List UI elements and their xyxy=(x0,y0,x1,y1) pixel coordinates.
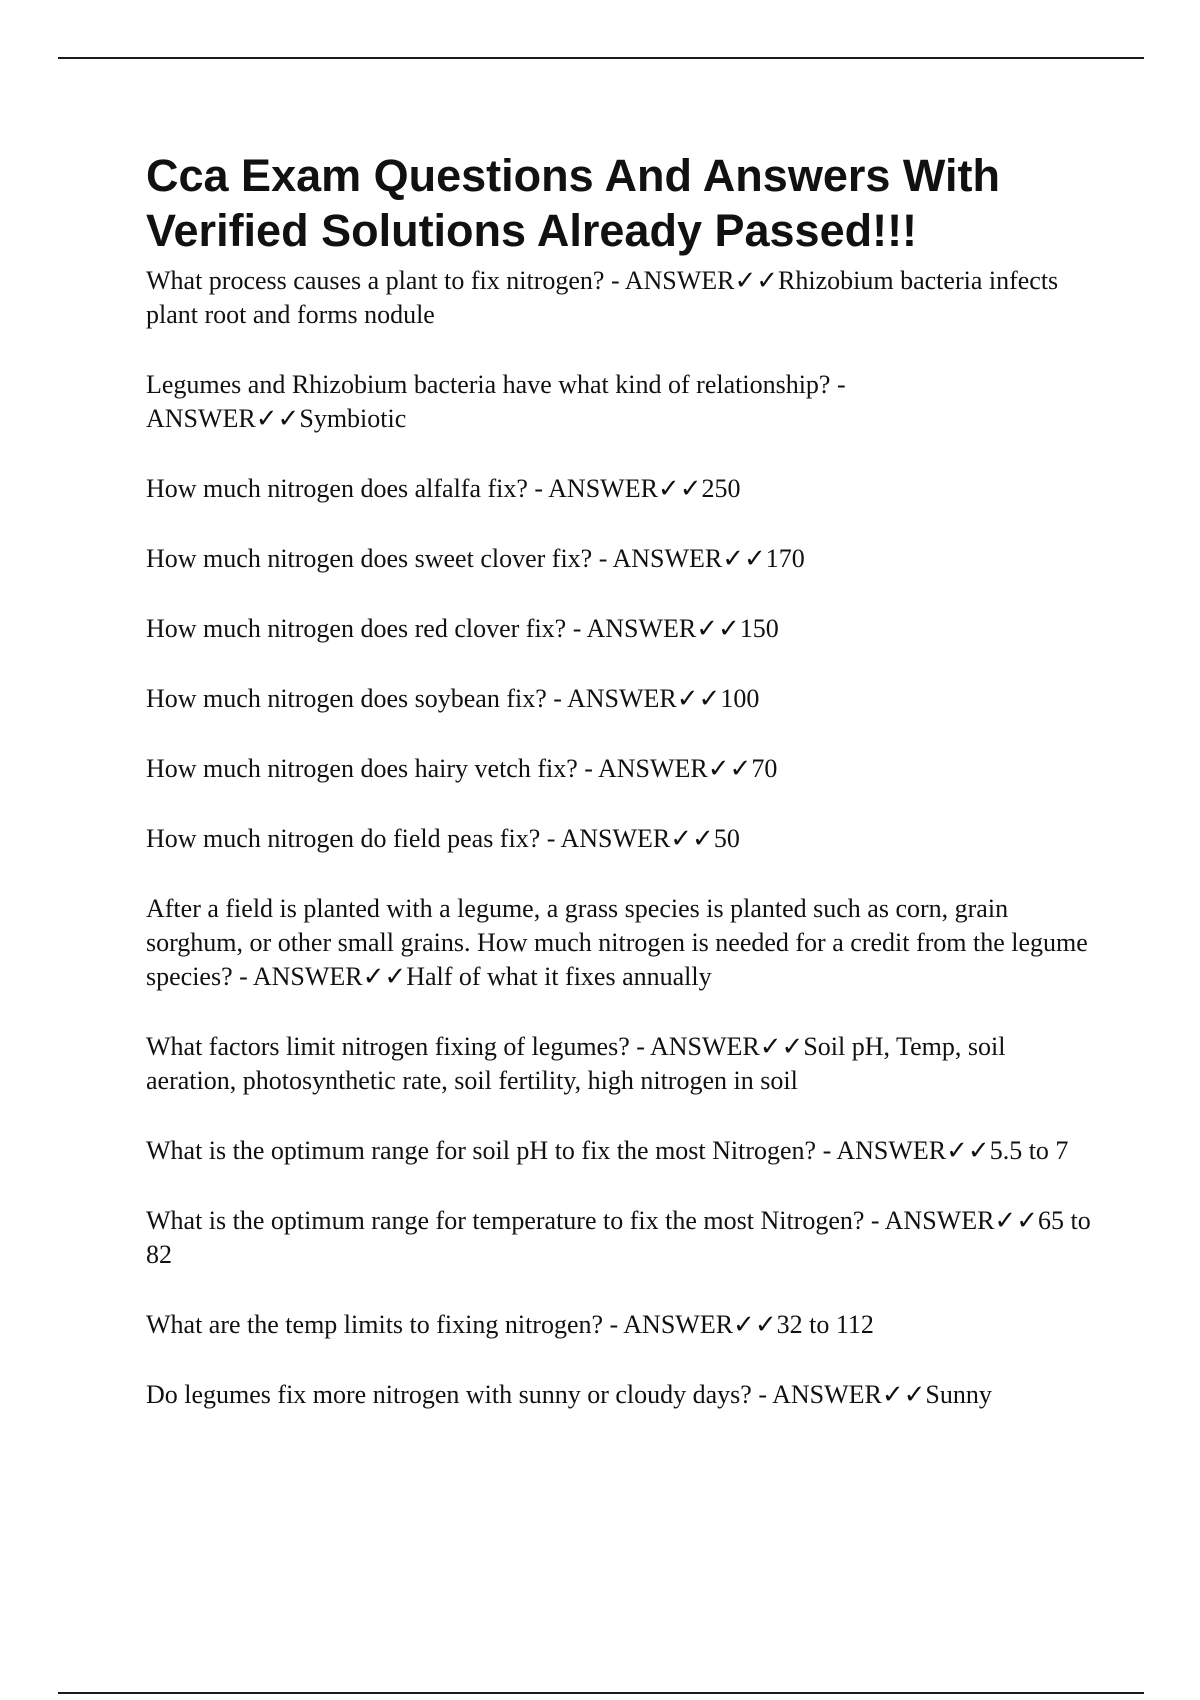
answer-marker: ANSWER✓✓ xyxy=(623,1310,777,1339)
qa-item xyxy=(146,892,1096,994)
answer-text: Half of what it fixes annually xyxy=(406,962,712,991)
qa-list xyxy=(146,264,1096,1412)
answer-marker: ANSWER✓✓ xyxy=(566,684,721,713)
qa-item xyxy=(146,682,1096,716)
answer-text: Symbiotic xyxy=(299,404,407,433)
answer-marker: ANSWER✓✓ xyxy=(649,1032,804,1061)
answer-marker: ANSWER✓✓ xyxy=(146,404,300,433)
question-text: How much nitrogen does alfalfa fix? - xyxy=(146,474,549,503)
answer-text: 70 xyxy=(751,754,778,783)
qa-item xyxy=(146,1308,1096,1342)
qa-item xyxy=(146,368,1096,436)
qa-item xyxy=(146,1030,1096,1098)
answer-text: 250 xyxy=(701,474,741,503)
answer-marker: ANSWER✓✓ xyxy=(612,544,766,573)
answer-text: Rhizobium bacteria infects plant root and forms nodule xyxy=(146,266,1059,329)
answer-text: 32 to 112 xyxy=(776,1310,874,1339)
answer-text: 50 xyxy=(713,824,740,853)
qa-item xyxy=(146,264,1096,332)
question-text: What is the optimum range for temperature to fix the most Nitrogen? - xyxy=(146,1206,885,1235)
answer-text: Soil pH, Temp, soil aeration, photosynthetic rate, soil fertility, high nitrogen in soil xyxy=(146,1032,1006,1095)
question-text: After a field is planted with a legume, a grass species is planted such as corn, grain sorghum, or other small grains. How much nitrogen is needed for a credit from the legume species? - xyxy=(146,894,1088,991)
document-page xyxy=(146,148,1096,1448)
answer-marker: ANSWER✓✓ xyxy=(624,266,779,295)
question-text: What process causes a plant to fix nitrogen? - xyxy=(146,266,625,295)
answer-marker: ANSWER✓✓ xyxy=(548,474,702,503)
question-text: How much nitrogen does hairy vetch fix? - xyxy=(146,754,598,783)
question-text: How much nitrogen does soybean fix? - xyxy=(146,684,567,713)
answer-marker: ANSWER✓✓ xyxy=(836,1136,990,1165)
answer-marker: ANSWER✓✓ xyxy=(586,614,740,643)
answer-marker: ANSWER✓✓ xyxy=(252,962,407,991)
answer-text: 170 xyxy=(765,544,805,573)
question-text: How much nitrogen does red clover fix? - xyxy=(146,614,587,643)
qa-item xyxy=(146,822,1096,856)
qa-item xyxy=(146,542,1096,576)
answer-text: Sunny xyxy=(925,1380,992,1409)
question-text: Do legumes fix more nitrogen with sunny or cloudy days? - xyxy=(146,1380,773,1409)
qa-item xyxy=(146,472,1096,506)
title-line-2: Verified Solutions Already Passed!!! xyxy=(146,205,918,256)
answer-marker: ANSWER✓✓ xyxy=(884,1206,1038,1235)
qa-item xyxy=(146,1378,1096,1412)
answer-text: 100 xyxy=(720,684,760,713)
answer-text: 65 to 82 xyxy=(146,1206,1091,1269)
question-text: How much nitrogen do field peas fix? - xyxy=(146,824,561,853)
bottom-rule xyxy=(58,1692,1144,1694)
qa-item xyxy=(146,1134,1096,1168)
qa-item xyxy=(146,1204,1096,1272)
question-text: What are the temp limits to fixing nitrogen? - xyxy=(146,1310,624,1339)
question-text: What is the optimum range for soil pH to fix the most Nitrogen? - xyxy=(146,1136,837,1165)
qa-item xyxy=(146,752,1096,786)
answer-marker: ANSWER✓✓ xyxy=(598,754,752,783)
question-text: How much nitrogen does sweet clover fix? - xyxy=(146,544,613,573)
answer-marker: ANSWER✓✓ xyxy=(772,1380,926,1409)
answer-text: 150 xyxy=(739,614,779,643)
question-text: Legumes and Rhizobium bacteria have what kind of relationship? - xyxy=(146,370,846,399)
answer-text: 5.5 to 7 xyxy=(989,1136,1069,1165)
title-line-1: Cca Exam Questions And Answers With xyxy=(146,150,1000,201)
top-rule xyxy=(58,57,1144,59)
answer-marker: ANSWER✓✓ xyxy=(560,824,714,853)
document-title xyxy=(146,148,1096,258)
question-text: What factors limit nitrogen fixing of legumes? - xyxy=(146,1032,650,1061)
qa-item xyxy=(146,612,1096,646)
